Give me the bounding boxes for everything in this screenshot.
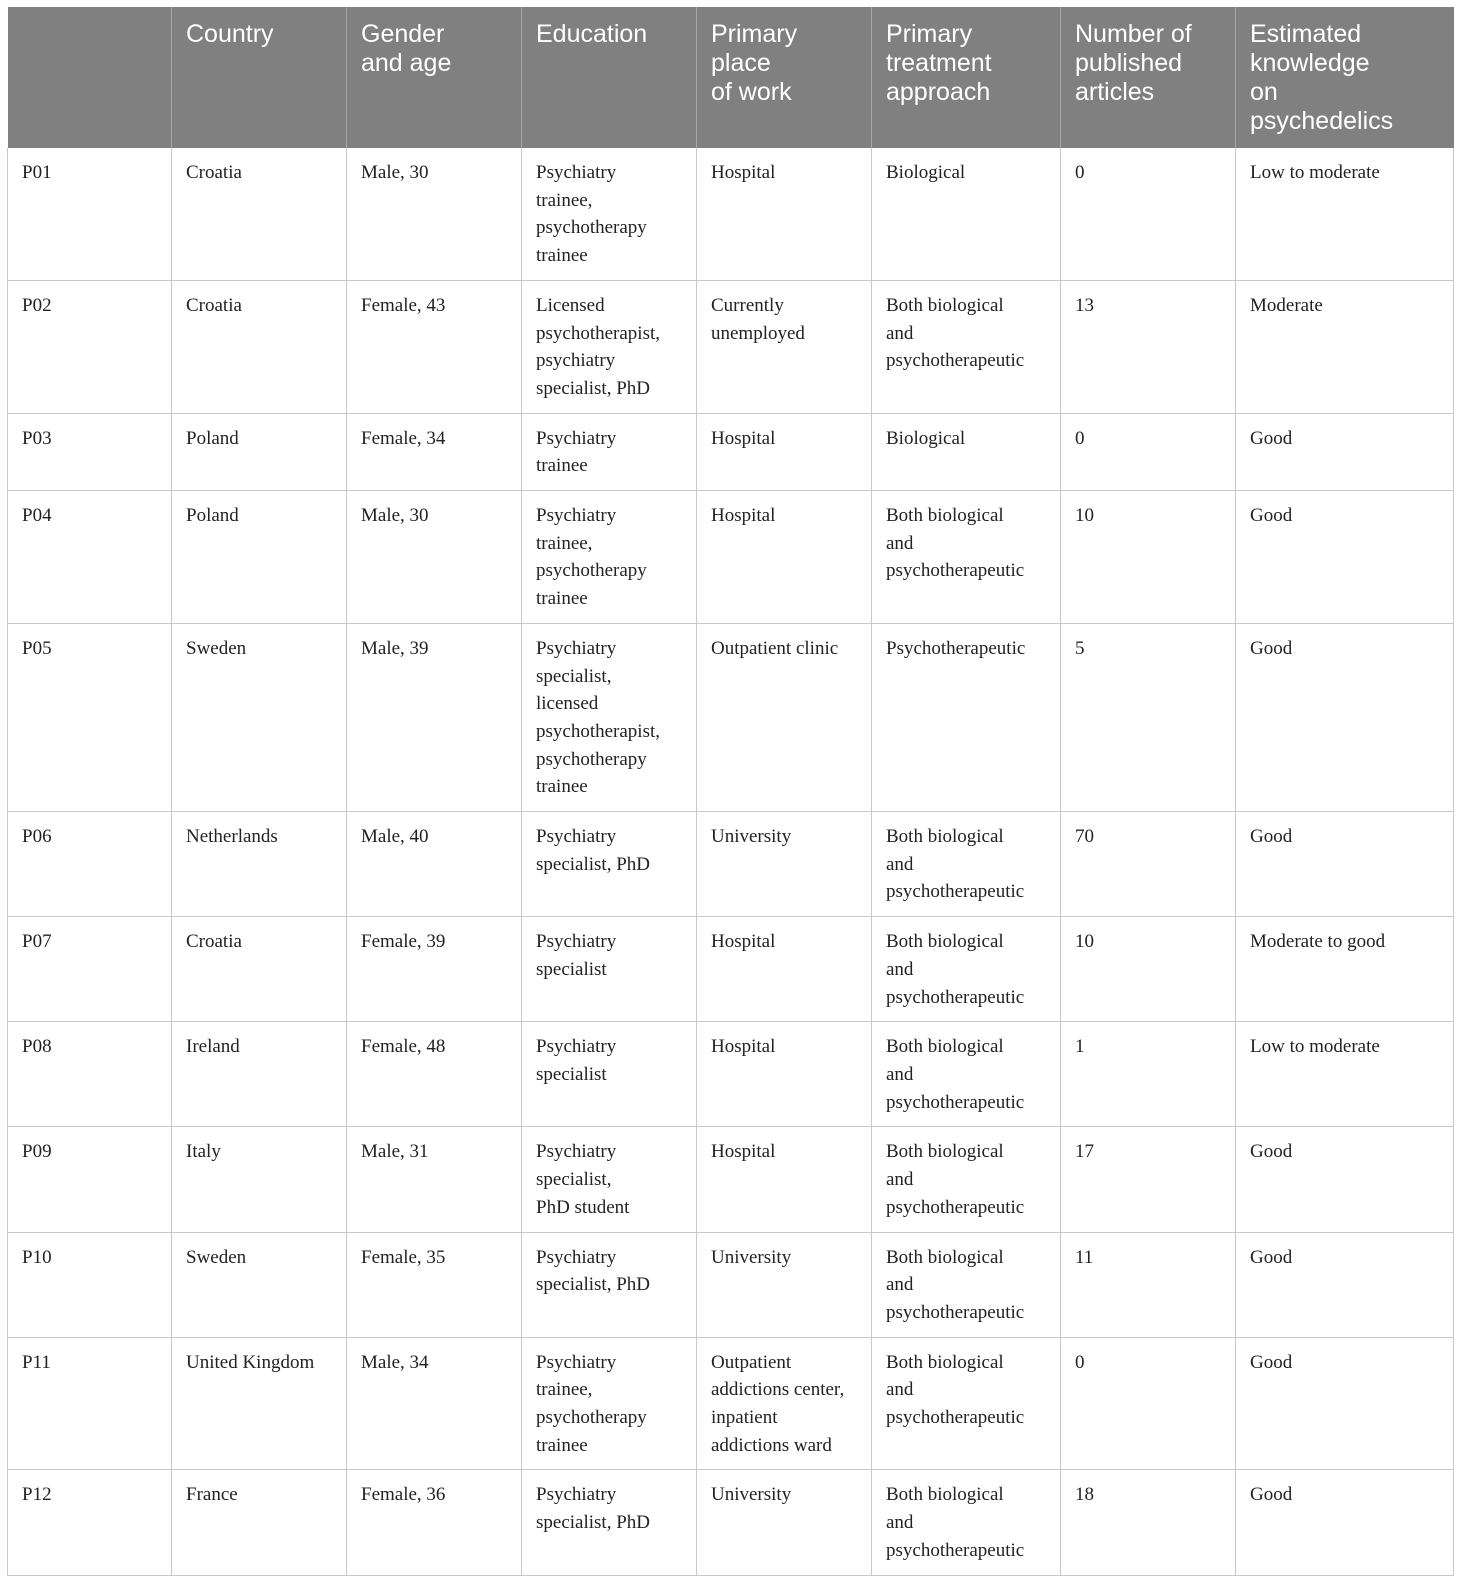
cell-participant-id: P05 bbox=[8, 623, 172, 811]
table-row bbox=[8, 491, 1454, 624]
cell-participant-id: P01 bbox=[8, 148, 172, 280]
participants-table bbox=[7, 7, 1454, 1576]
cell-country: Sweden bbox=[172, 1232, 347, 1337]
cell-country: Italy bbox=[172, 1127, 347, 1232]
cell-country: Poland bbox=[172, 491, 347, 624]
table-row bbox=[8, 413, 1454, 490]
cell-place-of-work: Outpatient addictions center, inpatient addictions ward bbox=[697, 1337, 872, 1470]
cell-country: Croatia bbox=[172, 280, 347, 413]
cell-gender-age: Male, 40 bbox=[347, 812, 522, 917]
cell-knowledge: Good bbox=[1236, 623, 1454, 811]
cell-country: Croatia bbox=[172, 917, 347, 1022]
cell-education: Psychiatry specialist, PhD bbox=[522, 1232, 697, 1337]
cell-education: Psychiatry trainee, psychotherapy trainee bbox=[522, 1337, 697, 1470]
cell-treatment-approach: Both biological and psychotherapeutic bbox=[872, 917, 1061, 1022]
cell-education: Psychiatry specialist, licensed psychotherapist, psychotherapy trainee bbox=[522, 623, 697, 811]
cell-participant-id: P07 bbox=[8, 917, 172, 1022]
table-row bbox=[8, 1232, 1454, 1337]
cell-treatment-approach: Both biological and psychotherapeutic bbox=[872, 1232, 1061, 1337]
cell-published-articles: 10 bbox=[1061, 491, 1236, 624]
header-education: Education bbox=[522, 7, 697, 148]
cell-treatment-approach: Both biological and psychotherapeutic bbox=[872, 491, 1061, 624]
cell-published-articles: 70 bbox=[1061, 812, 1236, 917]
cell-place-of-work: University bbox=[697, 1232, 872, 1337]
cell-place-of-work: Currently unemployed bbox=[697, 280, 872, 413]
cell-published-articles: 13 bbox=[1061, 280, 1236, 413]
cell-place-of-work: Hospital bbox=[697, 413, 872, 490]
cell-knowledge: Good bbox=[1236, 1337, 1454, 1470]
cell-place-of-work: Hospital bbox=[697, 148, 872, 280]
cell-place-of-work: University bbox=[697, 812, 872, 917]
cell-gender-age: Female, 34 bbox=[347, 413, 522, 490]
cell-knowledge: Good bbox=[1236, 491, 1454, 624]
cell-education: Psychiatry trainee bbox=[522, 413, 697, 490]
cell-participant-id: P10 bbox=[8, 1232, 172, 1337]
cell-education: Licensed psychotherapist, psychiatry specialist, PhD bbox=[522, 280, 697, 413]
cell-place-of-work: Hospital bbox=[697, 1022, 872, 1127]
cell-published-articles: 1 bbox=[1061, 1022, 1236, 1127]
table-row bbox=[8, 1470, 1454, 1575]
cell-place-of-work: Outpatient clinic bbox=[697, 623, 872, 811]
table-row bbox=[8, 1337, 1454, 1470]
cell-participant-id: P08 bbox=[8, 1022, 172, 1127]
cell-treatment-approach: Both biological and psychotherapeutic bbox=[872, 1337, 1061, 1470]
cell-education: Psychiatry trainee, psychotherapy trainee bbox=[522, 148, 697, 280]
cell-participant-id: P11 bbox=[8, 1337, 172, 1470]
cell-education: Psychiatry specialist, PhD student bbox=[522, 1127, 697, 1232]
cell-gender-age: Female, 39 bbox=[347, 917, 522, 1022]
cell-participant-id: P12 bbox=[8, 1470, 172, 1575]
participants-table-container bbox=[7, 7, 1453, 1576]
cell-treatment-approach: Psychotherapeutic bbox=[872, 623, 1061, 811]
table-row bbox=[8, 623, 1454, 811]
cell-treatment-approach: Biological bbox=[872, 413, 1061, 490]
cell-country: United Kingdom bbox=[172, 1337, 347, 1470]
cell-gender-age: Female, 43 bbox=[347, 280, 522, 413]
cell-published-articles: 5 bbox=[1061, 623, 1236, 811]
cell-education: Psychiatry specialist, PhD bbox=[522, 1470, 697, 1575]
cell-country: France bbox=[172, 1470, 347, 1575]
table-row bbox=[8, 148, 1454, 280]
cell-published-articles: 18 bbox=[1061, 1470, 1236, 1575]
table-row bbox=[8, 1022, 1454, 1127]
cell-education: Psychiatry specialist, PhD bbox=[522, 812, 697, 917]
cell-knowledge: Good bbox=[1236, 413, 1454, 490]
cell-education: Psychiatry specialist bbox=[522, 1022, 697, 1127]
cell-published-articles: 0 bbox=[1061, 413, 1236, 490]
cell-gender-age: Male, 31 bbox=[347, 1127, 522, 1232]
cell-place-of-work: Hospital bbox=[697, 491, 872, 624]
cell-treatment-approach: Both biological and psychotherapeutic bbox=[872, 812, 1061, 917]
cell-knowledge: Good bbox=[1236, 1127, 1454, 1232]
cell-gender-age: Male, 39 bbox=[347, 623, 522, 811]
cell-gender-age: Male, 34 bbox=[347, 1337, 522, 1470]
header-participant-id bbox=[8, 7, 172, 148]
header-published-articles: Number of published articles bbox=[1061, 7, 1236, 148]
cell-education: Psychiatry trainee, psychotherapy trainee bbox=[522, 491, 697, 624]
cell-published-articles: 10 bbox=[1061, 917, 1236, 1022]
cell-published-articles: 0 bbox=[1061, 148, 1236, 280]
cell-participant-id: P02 bbox=[8, 280, 172, 413]
cell-knowledge: Moderate to good bbox=[1236, 917, 1454, 1022]
cell-gender-age: Female, 48 bbox=[347, 1022, 522, 1127]
cell-treatment-approach: Both biological and psychotherapeutic bbox=[872, 1127, 1061, 1232]
cell-treatment-approach: Both biological and psychotherapeutic bbox=[872, 280, 1061, 413]
header-gender-age: Gender and age bbox=[347, 7, 522, 148]
cell-treatment-approach: Biological bbox=[872, 148, 1061, 280]
cell-treatment-approach: Both biological and psychotherapeutic bbox=[872, 1470, 1061, 1575]
cell-knowledge: Good bbox=[1236, 1470, 1454, 1575]
cell-participant-id: P03 bbox=[8, 413, 172, 490]
cell-gender-age: Female, 36 bbox=[347, 1470, 522, 1575]
table-header-row bbox=[8, 7, 1454, 148]
cell-gender-age: Male, 30 bbox=[347, 148, 522, 280]
cell-place-of-work: Hospital bbox=[697, 1127, 872, 1232]
cell-published-articles: 0 bbox=[1061, 1337, 1236, 1470]
table-row bbox=[8, 917, 1454, 1022]
header-treatment-approach: Primary treatment approach bbox=[872, 7, 1061, 148]
cell-country: Netherlands bbox=[172, 812, 347, 917]
cell-place-of-work: Hospital bbox=[697, 917, 872, 1022]
cell-country: Croatia bbox=[172, 148, 347, 280]
table-row bbox=[8, 1127, 1454, 1232]
table-row bbox=[8, 812, 1454, 917]
cell-gender-age: Female, 35 bbox=[347, 1232, 522, 1337]
cell-participant-id: P04 bbox=[8, 491, 172, 624]
cell-published-articles: 11 bbox=[1061, 1232, 1236, 1337]
cell-knowledge: Low to moderate bbox=[1236, 1022, 1454, 1127]
cell-place-of-work: University bbox=[697, 1470, 872, 1575]
cell-knowledge: Moderate bbox=[1236, 280, 1454, 413]
cell-treatment-approach: Both biological and psychotherapeutic bbox=[872, 1022, 1061, 1127]
header-knowledge: Estimated knowledge on psychedelics bbox=[1236, 7, 1454, 148]
cell-education: Psychiatry specialist bbox=[522, 917, 697, 1022]
cell-participant-id: P06 bbox=[8, 812, 172, 917]
cell-gender-age: Male, 30 bbox=[347, 491, 522, 624]
header-place-of-work: Primary place of work bbox=[697, 7, 872, 148]
cell-participant-id: P09 bbox=[8, 1127, 172, 1232]
cell-country: Sweden bbox=[172, 623, 347, 811]
cell-country: Ireland bbox=[172, 1022, 347, 1127]
header-country: Country bbox=[172, 7, 347, 148]
cell-knowledge: Good bbox=[1236, 812, 1454, 917]
cell-country: Poland bbox=[172, 413, 347, 490]
table-row bbox=[8, 280, 1454, 413]
cell-knowledge: Good bbox=[1236, 1232, 1454, 1337]
cell-knowledge: Low to moderate bbox=[1236, 148, 1454, 280]
cell-published-articles: 17 bbox=[1061, 1127, 1236, 1232]
